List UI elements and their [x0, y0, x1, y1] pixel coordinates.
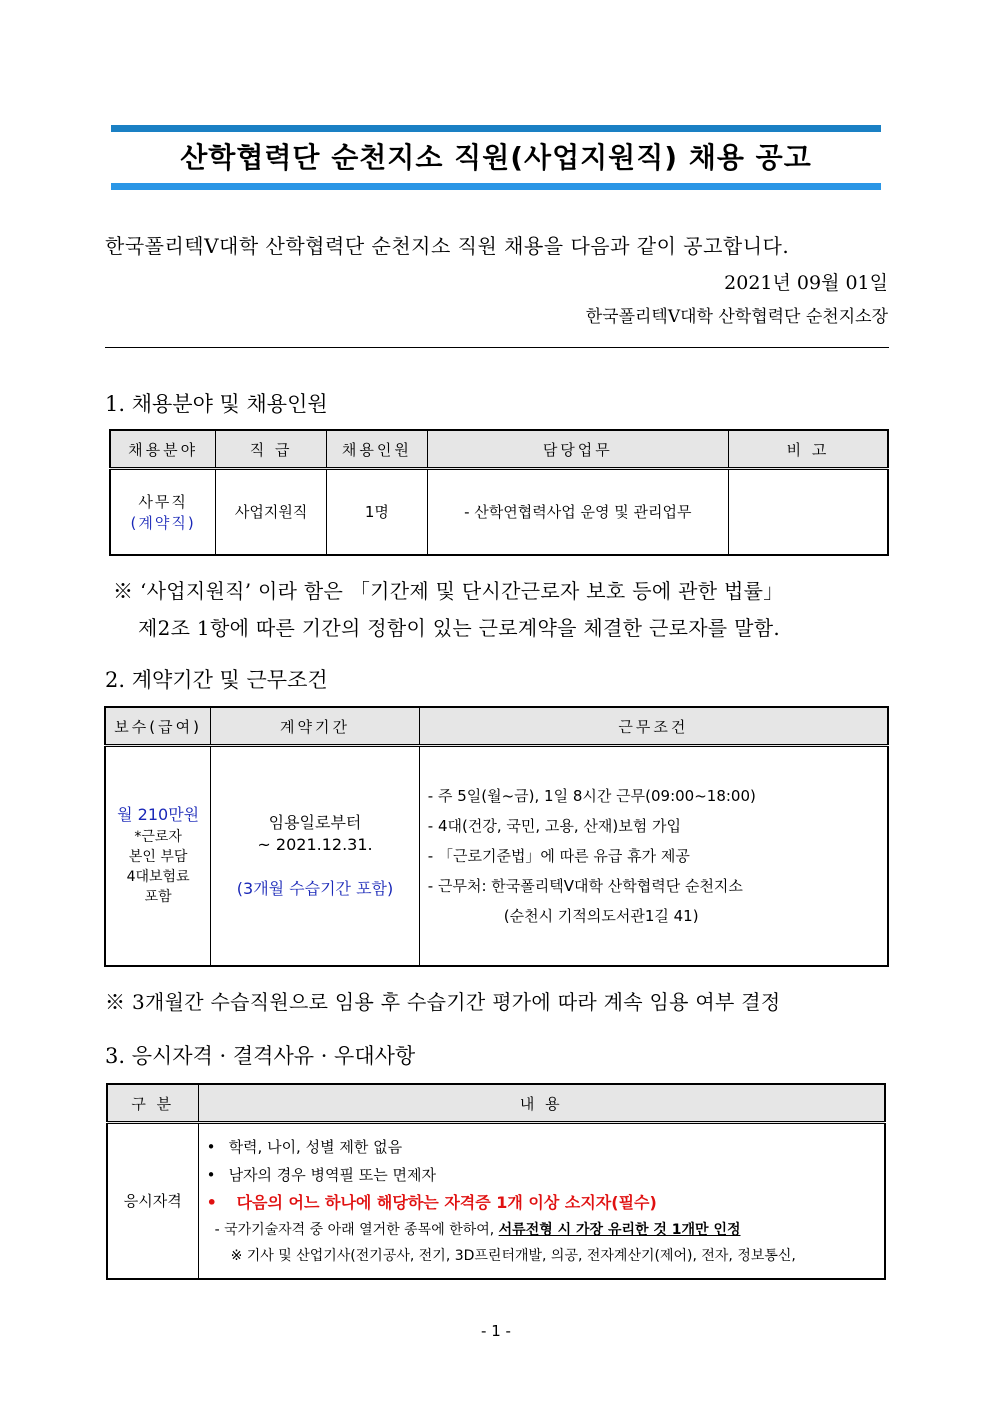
workplace-address: (순천시 기적의도서관1길 41) — [503, 906, 699, 925]
item-text: 남자의 경우 병역필 또는 면제자 — [228, 1165, 437, 1184]
cell-conditions — [419, 746, 888, 966]
certificate-list: ※ 기사 및 산업기사(전기공사, 전기, 3D프린터개발, 의공, 전자계산기(제어), 전자, 정보통신, — [230, 1247, 796, 1264]
pay-note-2: 본인 부담 — [128, 848, 188, 865]
item-text: 학력, 나이, 성별 제한 없음 — [228, 1137, 403, 1156]
section3-heading: 3. 응시자격 · 결격사유 · 우대사항 — [105, 1044, 416, 1068]
list-item — [199, 1161, 880, 1189]
list-item — [199, 1189, 880, 1217]
announcement-date: 2021년 09월 01일 — [724, 272, 888, 294]
sub-condition-emphasis: 서류전형 시 가장 유리한 것 1개만 인정 — [498, 1221, 741, 1238]
sub-condition-prefix: - 국가기술자격 중 아래 열거한 종목에 한하여, — [214, 1221, 495, 1238]
pay-note-1: *근로자 — [134, 828, 182, 845]
section2-heading: 2. 계약기간 및 근무조건 — [105, 668, 328, 692]
cell-pay — [105, 746, 211, 966]
bullet-icon: • — [206, 1165, 216, 1184]
header-duty: 담당업무 — [427, 430, 728, 469]
period-end: ~ 2021.12.31. — [257, 834, 373, 854]
cell-period — [211, 746, 420, 966]
cell-remark — [728, 469, 888, 555]
cell-grade: 사업지원직 — [216, 469, 327, 555]
list-item — [199, 1133, 880, 1161]
cell-field — [110, 469, 216, 555]
bullet-icon: • — [206, 1192, 217, 1212]
cell-duty: - 산학연협력사업 운영 및 관리업무 — [427, 469, 728, 555]
header-field: 채용분야 — [110, 430, 216, 469]
sub-condition — [199, 1217, 880, 1243]
table-row — [107, 1123, 885, 1279]
header-grade: 직 급 — [216, 430, 327, 469]
contract-table — [104, 706, 889, 967]
qualification-table — [106, 1083, 886, 1280]
header-period: 계약기간 — [211, 707, 420, 746]
recruitment-table — [109, 429, 889, 556]
field-value: 사무직 — [138, 492, 188, 511]
cell-label: 응시자격 — [107, 1123, 198, 1279]
header-remark: 비 고 — [728, 430, 888, 469]
condition-4: - 근무처: 한국폴리텍V대학 산학협력단 순천지소 — [427, 876, 743, 895]
section2-note: ※ 3개월간 수습직원으로 임용 후 수습기간 평가에 따라 계속 임용 여부 결정 — [105, 990, 781, 1014]
bullet-icon: • — [206, 1137, 216, 1156]
section1-heading: 1. 채용분야 및 채용인원 — [105, 392, 328, 416]
period-note: (3개월 수습기간 포함) — [236, 878, 394, 898]
condition-2: - 4대(건강, 국민, 고용, 산재)보험 가입 — [427, 816, 681, 835]
condition-3: - 「근로기준법」에 따른 유급 휴가 제공 — [427, 846, 690, 865]
period-start: 임용일로부터 — [268, 812, 362, 832]
page-number: - 1 - — [481, 1322, 511, 1340]
title-bottom-bar — [111, 183, 881, 190]
header-count: 채용인원 — [326, 430, 427, 469]
divider — [105, 347, 889, 348]
header-conditions: 근무조건 — [419, 707, 888, 746]
pay-amount: 월 210만원 — [117, 804, 200, 824]
header-category: 구 분 — [107, 1084, 198, 1123]
cell-content — [198, 1123, 885, 1279]
section1-note-line1: ※ ‘사업지원직’ 이라 함은 「기간제 및 단시간근로자 보호 등에 관한 법률」 — [113, 579, 784, 603]
field-note: (계약직) — [130, 513, 196, 532]
pay-note-3: 4대보험료 — [126, 868, 190, 885]
header-content: 내 용 — [198, 1084, 885, 1123]
title-top-bar — [111, 125, 881, 132]
required-qualification: 다음의 어느 하나에 해당하는 자격증 1개 이상 소지자(필수) — [236, 1192, 657, 1212]
cell-count: 1명 — [326, 469, 427, 555]
issuer-name: 한국폴리텍V대학 산학협력단 순천지소장 — [585, 307, 888, 327]
page-title: 산학협력단 순천지소 직원(사업지원직) 채용 공고 — [180, 141, 812, 174]
condition-1: - 주 5일(월~금), 1일 8시간 근무(09:00~18:00) — [427, 786, 756, 805]
pay-note-4: 포함 — [144, 888, 172, 905]
header-pay: 보수(급여) — [105, 707, 211, 746]
section1-note-line2: 제2조 1항에 따른 기간의 정함이 있는 근로계약을 체결한 근로자를 말함. — [138, 616, 780, 640]
intro-text: 한국폴리텍V대학 산학협력단 순천지소 직원 채용을 다음과 같이 공고합니다. — [105, 234, 790, 258]
table-row — [105, 746, 888, 966]
table-row — [110, 469, 888, 555]
